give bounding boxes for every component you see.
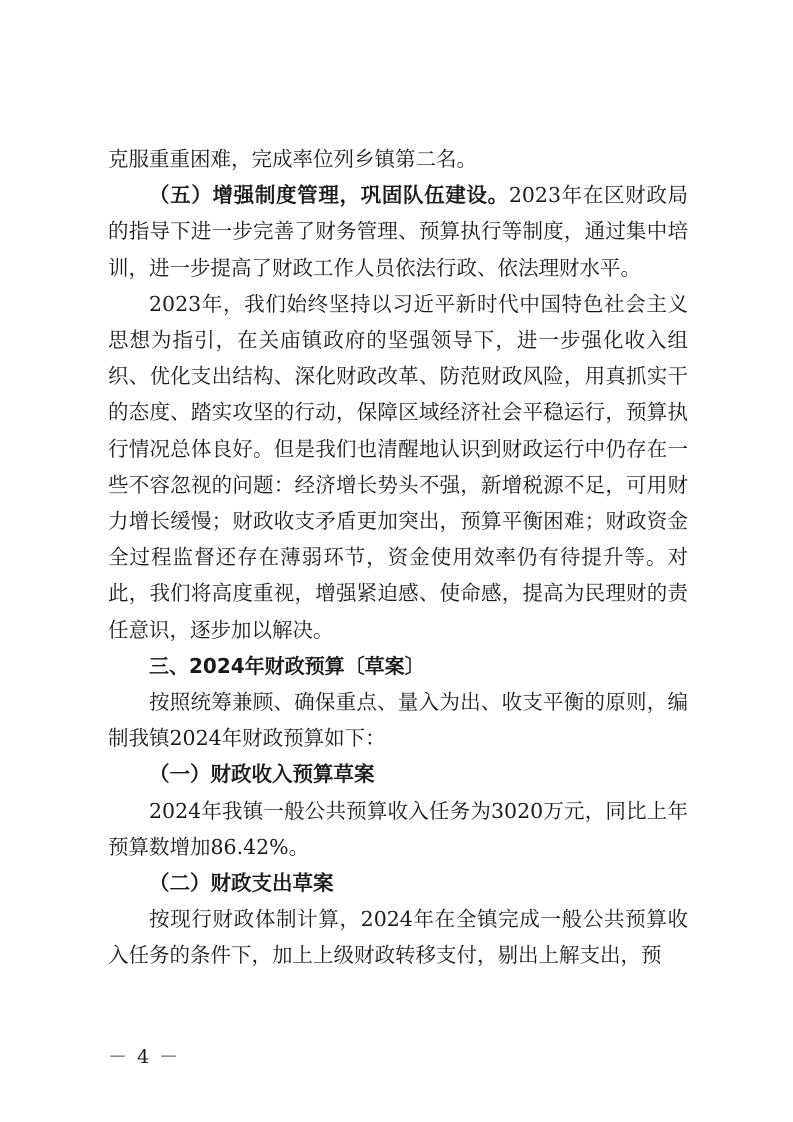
section-heading-budget-2024: 三、2024年财政预算〔草案〕 xyxy=(149,653,425,678)
page-number: － 4 － xyxy=(108,1046,181,1068)
paragraph-revenue-target: 2024年我镇一般公共预算收入任务为3020万元，同比上年预算数增加86.42%。 xyxy=(108,798,688,859)
paragraph-expenditure-calculation: 按现行财政体制计算，2024年在全镇完成一般公共预算收入任务的条件下，加上上级财政转移支付，剔出上解支出，预 xyxy=(108,907,688,968)
subheading-revenue-budget: （一）财政收入预算草案 xyxy=(149,762,375,787)
paragraph-continuation: 克服重重困难，完成率位列乡镇第二名。 xyxy=(108,147,477,171)
paragraph-inline-heading: （五）增强制度管理，巩固队伍建设。 xyxy=(149,183,509,208)
document-body xyxy=(108,141,688,974)
paragraph-summary-2023: 2023年，我们始终坚持以习近平新时代中国特色社会主义思想为指引，在关庙镇政府的坚强领导下，进一步强化收入组织、优化支出结构、深化财政改革、防范财政风险，用真抓实干的态度、踏实攻坚的行动，保障区域经济社会平稳运行，预算执行情况总体良好。但是我们也清醒地认识到财政运行中仍存在一些不容忽视的问题：经济增长势头不强，新增税源不足，可用财力增长缓慢；财政收支矛盾更加突出，预算平衡困难；财政资金全过程监督还存在薄弱环节，资金使用效率仍有待提升等。对此，我们将高度重视，增强紧迫感、使命感，提高为民理财的责任意识，逐步加以解决。 xyxy=(108,291,688,642)
paragraph-inline-body: 2023年在区财政局的指导下进一步完善了财务管理、预算执行等制度，通过集中培训，进一步提高了财政工作人员依法行政、依法理财水平。 xyxy=(108,183,689,280)
subheading-expenditure-budget: （二）财政支出草案 xyxy=(149,871,334,896)
paragraph-system-management xyxy=(108,177,688,286)
paragraph-budget-principles: 按照统筹兼顾、确保重点、量入为出、收支平衡的原则，编制我镇2024年财政预算如下： xyxy=(108,690,688,751)
